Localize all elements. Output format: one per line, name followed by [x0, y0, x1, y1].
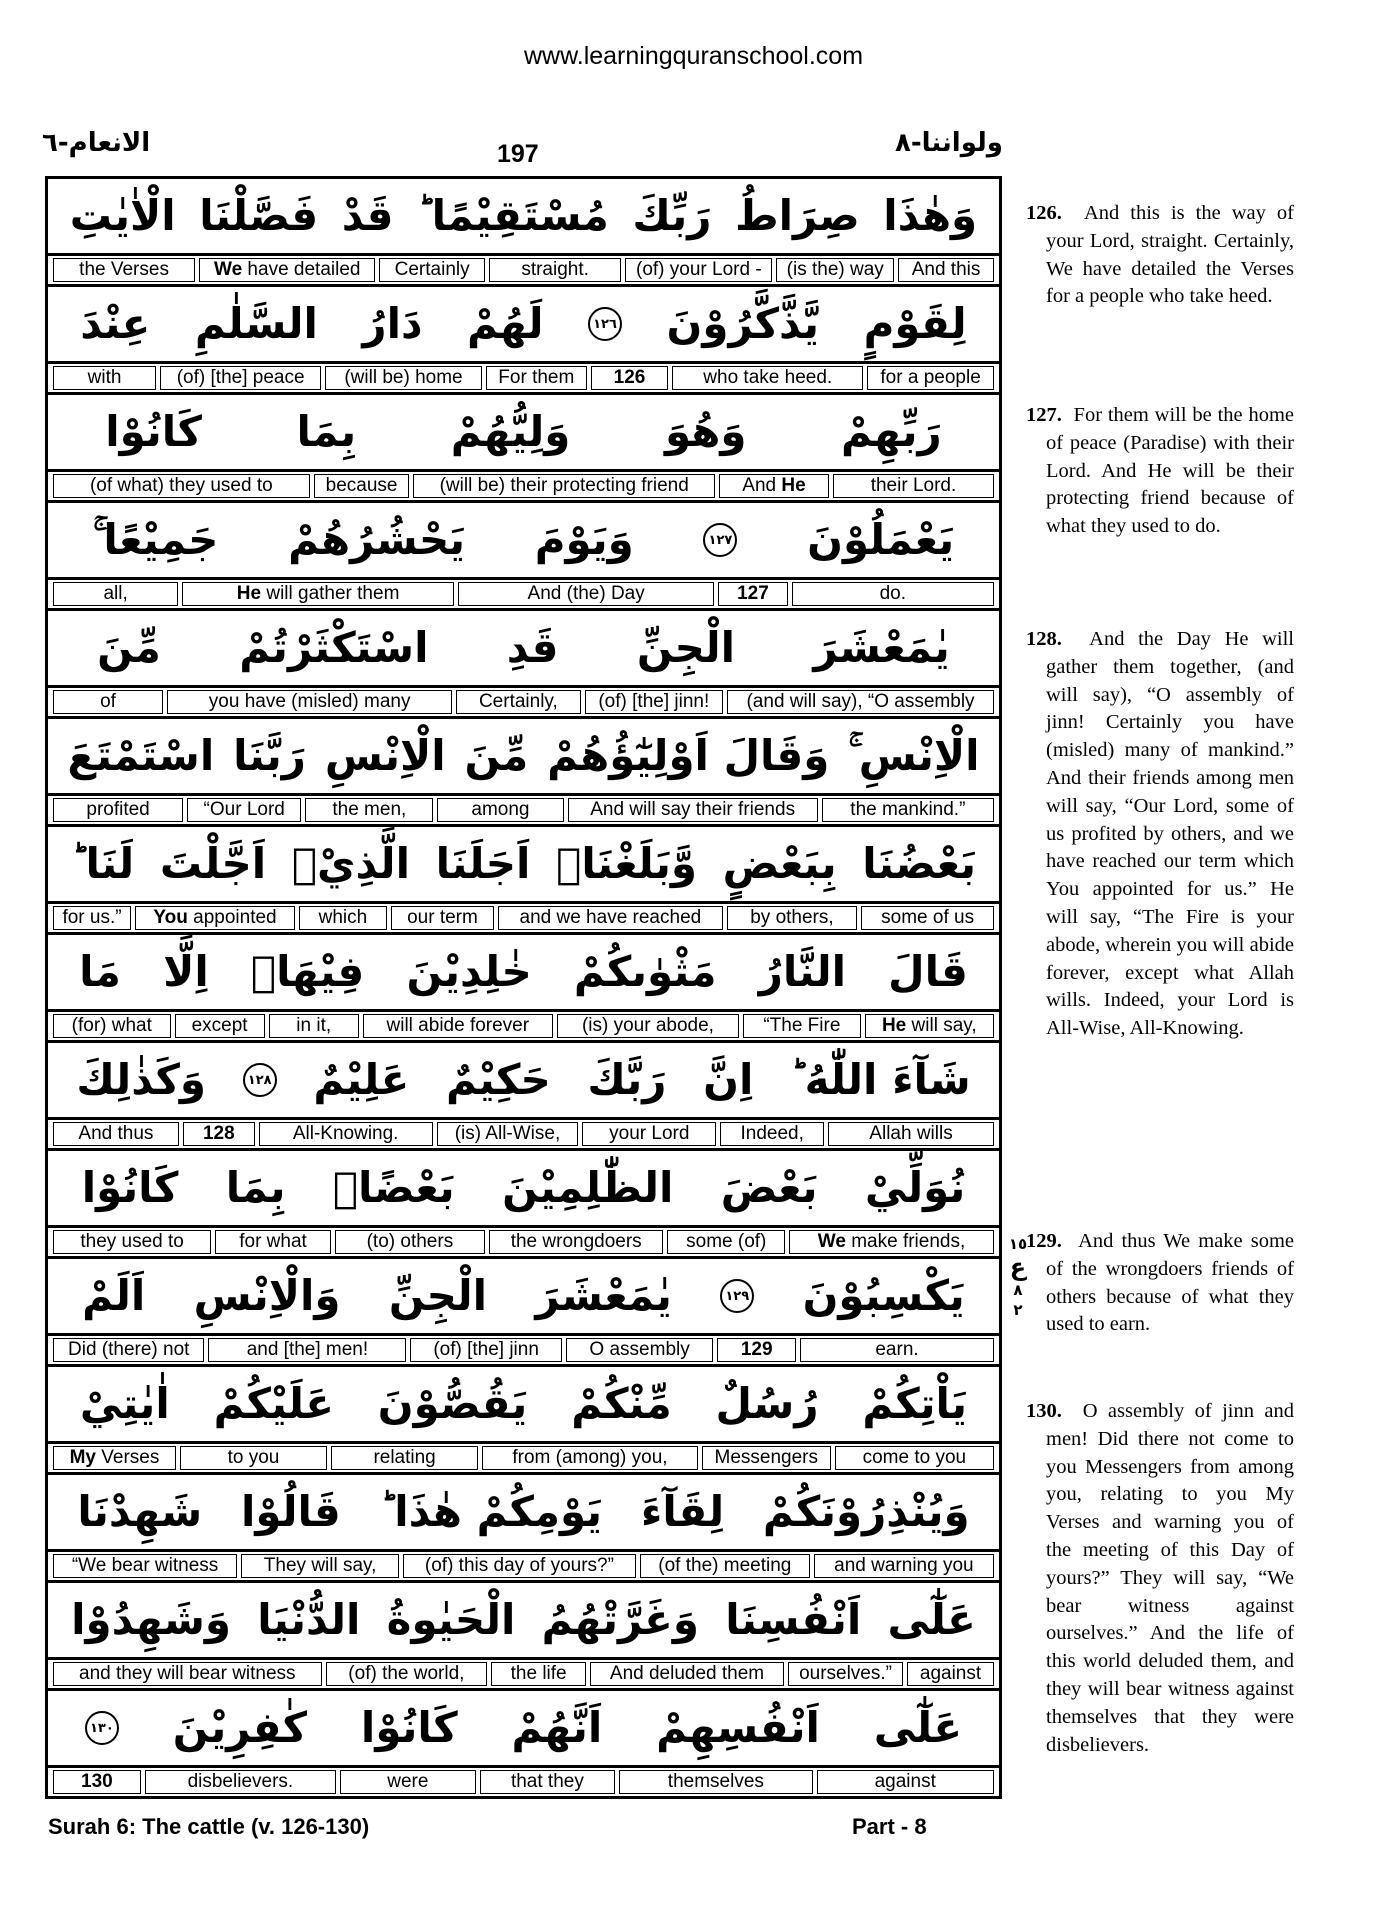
- arabic-row: [48, 1367, 999, 1444]
- arabic-word: قَالَ: [888, 947, 968, 996]
- verse-number-cell: 127: [718, 582, 787, 606]
- gloss-cell: because: [314, 474, 410, 498]
- gloss-cell: all,: [53, 582, 178, 606]
- gloss-cell: All-Knowing.: [259, 1122, 433, 1146]
- gloss-cell: who take heed.: [672, 366, 863, 390]
- verse-text: For them will be the home of peace (Paradise) with their Lord. And He will be their protecting friend because of what they used to do.: [1046, 404, 1295, 538]
- verse-translation-127: [1026, 402, 1294, 541]
- arabic-word: كٰفِرِيْنَ: [172, 1703, 308, 1752]
- arabic-word: بِمَا: [225, 1163, 286, 1212]
- arabic-word: اِنَّ: [703, 1055, 754, 1104]
- gloss-cell: We make friends,: [789, 1230, 994, 1254]
- arabic-row: [48, 1043, 999, 1120]
- gloss-cell: some (of): [667, 1230, 785, 1254]
- english-gloss-row: [48, 1768, 999, 1796]
- arabic-word: كَانُوْا: [81, 1163, 179, 1212]
- gloss-cell: were: [340, 1770, 476, 1794]
- arabic-word: بِبَعْضٍ: [722, 839, 837, 888]
- arabic-word: دَارُ: [362, 299, 423, 348]
- gloss-cell: And He: [719, 474, 829, 498]
- arabic-word: وَلِيُّهُمْ: [450, 407, 571, 456]
- english-gloss-row: [48, 1336, 999, 1367]
- arabic-word: بِمَا: [296, 407, 357, 456]
- arabic-word: يٰمَعْشَرَ: [535, 1271, 672, 1320]
- verse-translation-128: [1026, 626, 1294, 1043]
- arabic-word: النَّارُ: [758, 947, 846, 996]
- gloss-cell: (of) [the] peace: [160, 366, 321, 390]
- arabic-word: وَيُنْذِرُوْنَكُمْ: [762, 1487, 970, 1536]
- ruku-symbol-icon: ع: [1009, 1253, 1027, 1281]
- gloss-cell: (to) others: [335, 1230, 485, 1254]
- gloss-cell: profited: [53, 798, 183, 822]
- arabic-word: كَانُوْا: [105, 407, 202, 456]
- verse-number: 129.: [1026, 1230, 1062, 1252]
- gloss-cell: He will say,: [865, 1014, 994, 1038]
- english-gloss-row: [48, 580, 999, 611]
- gloss-cell: and they will bear witness: [53, 1662, 322, 1686]
- gloss-cell: “We bear witness: [53, 1554, 237, 1578]
- gloss-cell: (of) your Lord -: [625, 258, 772, 282]
- gloss-cell: They will say,: [241, 1554, 399, 1578]
- arabic-row: [48, 179, 999, 256]
- surah-info: Surah 6: The cattle (v. 126-130): [48, 1814, 370, 1839]
- arabic-word: فِيْهَاۤ: [250, 947, 365, 996]
- arabic-row: [48, 287, 999, 364]
- gloss-cell: the life: [491, 1662, 586, 1686]
- arabic-word: الْحَيٰوةُ: [386, 1595, 516, 1644]
- gloss-cell: (of) the world,: [326, 1662, 488, 1686]
- gloss-cell: against: [907, 1662, 994, 1686]
- gloss-cell: they used to: [53, 1230, 211, 1254]
- ayah-end-marker-icon: ١٢٦: [588, 307, 622, 341]
- gloss-cell: and [the] men!: [208, 1338, 406, 1362]
- gloss-cell: (of what) they used to: [53, 474, 310, 498]
- gloss-cell: We have detailed: [199, 258, 375, 282]
- arabic-word: لَنَا ؕ: [70, 839, 135, 888]
- ruku-number-middle: ٨: [1013, 1281, 1023, 1299]
- arabic-word: اسْتَكْثَرْتُمْ: [239, 623, 429, 672]
- arabic-row: [48, 1151, 999, 1228]
- arabic-word: يَقُصُّوْنَ: [377, 1379, 528, 1428]
- gloss-cell: (of) [the] jinn: [410, 1338, 561, 1362]
- gloss-cell: (will be) home: [325, 366, 482, 390]
- arabic-word: رُسُلٌ: [715, 1379, 819, 1428]
- arabic-word: يَّذَّكَّرُوْنَ: [666, 299, 820, 348]
- english-gloss-row: [48, 1552, 999, 1583]
- arabic-word: حَكِيْمٌ: [445, 1055, 551, 1104]
- gloss-cell: from (among) you,: [482, 1446, 698, 1470]
- arabic-word: الْاِنْسِ: [324, 731, 446, 780]
- gloss-cell: to you: [180, 1446, 327, 1470]
- verse-translation-130: [1026, 1398, 1294, 1759]
- arabic-word: خٰلِدِيْنَ: [406, 947, 532, 996]
- arabic-word: رَبَّنَا: [233, 731, 306, 780]
- arabic-row: [48, 719, 999, 796]
- english-gloss-row: [48, 256, 999, 287]
- arabic-word: مَا: [79, 947, 121, 996]
- english-gloss-row: [48, 1444, 999, 1475]
- arabic-word: عَلِيْمٌ: [313, 1055, 410, 1104]
- gloss-cell: among: [437, 798, 563, 822]
- arabic-word: جَمِيْعًا ۚ: [92, 515, 219, 564]
- verse-number: 127.: [1026, 404, 1062, 426]
- arabic-word: اَنَّهُمْ: [511, 1703, 603, 1752]
- verse-text: O assembly of jinn and men! Did there not come to you Messengers from among you, relating to you My Verses and warning you of the meeting of this Day of yours?” They will say, “We bear witness against ourselves.” And the life of this world deluded them, and they will bear witness against themselves that they were disbelievers.: [1046, 1400, 1295, 1756]
- gloss-cell: will abide forever: [363, 1014, 553, 1038]
- arabic-word: اَجَّلْتَ: [159, 839, 267, 888]
- english-gloss-row: [48, 1660, 999, 1691]
- english-gloss-row: [48, 796, 999, 827]
- english-gloss-row: [48, 472, 999, 503]
- arabic-word: الظّٰلِمِيْنَ: [502, 1163, 674, 1212]
- arabic-row: [48, 1583, 999, 1660]
- arabic-word: بَعْضَ: [720, 1163, 818, 1212]
- gloss-cell: the men,: [305, 798, 433, 822]
- gloss-cell: Did (there) not: [53, 1338, 204, 1362]
- ayah-end-marker-icon: ١٢٨: [243, 1063, 277, 1097]
- arabic-word: فَصَّلْنَا: [199, 191, 319, 240]
- verse-number-cell: 129: [717, 1338, 796, 1362]
- arabic-word: مَثْوٰىكُمْ: [573, 947, 717, 996]
- gloss-cell: (of) this day of yours?”: [403, 1554, 636, 1578]
- arabic-word: اَلَمْ: [82, 1271, 146, 1320]
- arabic-word: الَّذِيْۤ: [291, 839, 410, 888]
- gloss-cell: the wrongdoers: [489, 1230, 663, 1254]
- gloss-cell: you have (misled) many: [167, 690, 452, 714]
- arabic-row: [48, 1475, 999, 1552]
- arabic-word: عَلٰٓى: [873, 1703, 963, 1752]
- verse-number: 126.: [1026, 202, 1062, 224]
- gloss-cell: for a people: [867, 366, 994, 390]
- gloss-cell: (of the) meeting: [640, 1554, 810, 1578]
- gloss-cell: and warning you: [814, 1554, 994, 1578]
- arabic-word: يَعْمَلُوْنَ: [807, 515, 955, 564]
- arabic-word: قَدْ: [341, 191, 394, 240]
- arabic-word: السَّلٰمِ: [194, 299, 318, 348]
- verse-number-cell: 126: [591, 366, 668, 390]
- arabic-word: عِنْدَ: [80, 299, 151, 348]
- ruku-number-top: ١٥: [1008, 1235, 1028, 1253]
- gloss-cell: (is) All-Wise,: [437, 1122, 579, 1146]
- arabic-word: اَنْفُسِنَا: [725, 1595, 862, 1644]
- arabic-word: وَهُوَ: [664, 407, 747, 456]
- gloss-cell: relating: [331, 1446, 478, 1470]
- arabic-row: [48, 611, 999, 688]
- arabic-word: بَعْضًاۢ: [332, 1163, 455, 1212]
- gloss-cell: themselves: [619, 1770, 812, 1794]
- gloss-cell: some of us: [861, 906, 994, 930]
- arabic-word: قَدِ: [506, 623, 559, 672]
- arabic-word: مِّنْكُمْ: [571, 1379, 672, 1428]
- verse-translation-129: [1026, 1228, 1294, 1339]
- gloss-cell: He will gather them: [182, 582, 454, 606]
- arabic-word: لَهُمْ: [467, 299, 544, 348]
- english-gloss-row: [48, 1012, 999, 1043]
- gloss-cell: “Our Lord: [187, 798, 301, 822]
- gloss-cell: disbelievers.: [145, 1770, 336, 1794]
- arabic-word: عَلٰٓى: [887, 1595, 976, 1644]
- gloss-cell: You appointed: [135, 906, 295, 930]
- arabic-word: مِّنَ: [97, 623, 161, 672]
- word-by-word-table: [45, 176, 1002, 1799]
- gloss-cell: our term: [391, 906, 494, 930]
- gloss-cell: come to you: [835, 1446, 994, 1470]
- arabic-word: الْاٰيٰتِ: [69, 191, 176, 240]
- gloss-cell: the Verses: [53, 258, 195, 282]
- arabic-row: [48, 1259, 999, 1336]
- gloss-cell: which: [299, 906, 387, 930]
- gloss-cell: O assembly: [566, 1338, 713, 1362]
- arabic-word: لِقَوْمٍ: [863, 299, 967, 348]
- arabic-word: بَعْضُنَا: [862, 839, 977, 888]
- arabic-word: كَانُوْا: [360, 1703, 458, 1752]
- arabic-word: مِّنَ: [464, 731, 529, 780]
- part-info: Part - 8: [852, 1814, 927, 1839]
- gloss-cell: for what: [215, 1230, 331, 1254]
- arabic-row: [48, 935, 999, 1012]
- arabic-word: يٰمَعْشَرَ: [813, 623, 950, 672]
- arabic-word: وَيَوْمَ: [534, 515, 634, 564]
- gloss-cell: (is) your abode,: [557, 1014, 739, 1038]
- ayah-end-marker-icon: ١٢٩: [720, 1279, 754, 1313]
- verse-text: And this is the way of your Lord, straight. Certainly, We have detailed the Verses for a people who take heed.: [1046, 202, 1295, 308]
- verse-number-cell: 130: [53, 1770, 141, 1794]
- arabic-word: اَنْفُسِهِمْ: [656, 1703, 820, 1752]
- gloss-cell: against: [817, 1770, 994, 1794]
- part-label-arabic: ولواننا-٨: [895, 128, 1003, 158]
- gloss-cell: for us.”: [53, 906, 131, 930]
- arabic-word: وَقَالَ اَوْلِيٰٓؤُهُمْ: [547, 731, 830, 780]
- arabic-word: يَحْشُرُهُمْ: [288, 515, 466, 564]
- verse-number: 130.: [1026, 1400, 1062, 1422]
- arabic-word: وَغَرَّتْهُمُ: [541, 1595, 699, 1644]
- gloss-cell: Certainly: [379, 258, 485, 282]
- gloss-cell: (of) [the] jinn!: [585, 690, 724, 714]
- arabic-word: اٰيٰتِيْ: [79, 1379, 170, 1428]
- site-url[interactable]: www.learningquranschool.com: [523, 42, 864, 70]
- verse-translation-126: [1026, 200, 1294, 311]
- gloss-cell: (will be) their protecting friend: [413, 474, 714, 498]
- arabic-word: شَآءَ اللّٰهُ ؕ: [790, 1055, 971, 1104]
- gloss-cell: Messengers: [702, 1446, 831, 1470]
- ruku-number-bottom: ٢: [1013, 1301, 1023, 1319]
- verse-text: And the Day He will gather them together, (and will say), “O assembly of jinn! Certainly you have (misled) many of mankind.” And their friends among men will say, “Our Lord, some of us profited by others, and we have reached our term which You appointed for us.” He will say, “The Fire is your abode, wherein you will abide forever, except what Allah wills. Indeed, your Lord is All-Wise, All-Knowing.: [1046, 628, 1295, 1040]
- verse-number: 128.: [1026, 628, 1062, 650]
- ayah-end-marker-icon: ١٢٧: [703, 523, 737, 557]
- gloss-cell: their Lord.: [833, 474, 994, 498]
- arabic-word: يَوْمِكُمْ هٰذَا ؕ: [379, 1487, 603, 1536]
- arabic-word: نُوَلِّيْ: [864, 1163, 966, 1212]
- gloss-cell: by others,: [727, 906, 858, 930]
- arabic-word: الدُّنْيَا: [257, 1595, 361, 1644]
- arabic-row: [48, 827, 999, 904]
- english-gloss-row: [48, 904, 999, 935]
- arabic-word: اَجَلَنَا: [435, 839, 531, 888]
- arabic-row: [48, 1691, 999, 1768]
- arabic-word: صِرَاطُ: [735, 191, 860, 240]
- gloss-cell: And (the) Day: [458, 582, 714, 606]
- arabic-word: الْاِنْسِ ۚ: [848, 731, 980, 780]
- page-number: 197: [497, 140, 539, 168]
- gloss-cell: Certainly,: [456, 690, 580, 714]
- arabic-word: وَكَذٰلِكَ: [76, 1055, 206, 1104]
- gloss-cell: and we have reached: [498, 906, 722, 930]
- arabic-word: رَبِّكَ: [632, 191, 712, 240]
- arabic-word: الْجِنِّ: [388, 1271, 488, 1320]
- arabic-word: اِلَّا: [163, 947, 209, 996]
- arabic-word: وَشَهِدُوْا: [71, 1595, 232, 1644]
- arabic-word: اسْتَمْتَعَ: [67, 731, 215, 780]
- surah-label-arabic: الانعام-٦: [42, 128, 151, 158]
- arabic-word: رَبِّهِمْ: [841, 407, 942, 456]
- gloss-cell: earn.: [800, 1338, 994, 1362]
- gloss-cell: My Verses: [53, 1446, 176, 1470]
- ruku-marker: [1007, 1234, 1029, 1320]
- arabic-word: يَاْتِكُمْ: [862, 1379, 968, 1428]
- english-gloss-row: [48, 1120, 999, 1151]
- english-gloss-row: [48, 1228, 999, 1259]
- gloss-cell: And thus: [53, 1122, 179, 1146]
- arabic-word: رَبَّكَ: [587, 1055, 667, 1104]
- gloss-cell: ourselves.”: [788, 1662, 903, 1686]
- gloss-cell: straight.: [489, 258, 621, 282]
- arabic-word: وَّبَلَغْنَاۤ: [556, 839, 697, 888]
- gloss-cell: the mankind.”: [822, 798, 994, 822]
- gloss-cell: (and will say), “O assembly: [727, 690, 994, 714]
- gloss-cell: (for) what: [53, 1014, 171, 1038]
- gloss-cell: “The Fire: [743, 1014, 861, 1038]
- gloss-cell: Indeed,: [720, 1122, 824, 1146]
- arabic-row: [48, 395, 999, 472]
- verse-text: And thus We make some of the wrongdoers friends of others because of what they used to earn.: [1046, 1230, 1294, 1336]
- gloss-cell: in it,: [269, 1014, 359, 1038]
- gloss-cell: And deluded them: [590, 1662, 784, 1686]
- verse-number-cell: 128: [183, 1122, 255, 1146]
- gloss-cell: (is the) way: [776, 258, 894, 282]
- gloss-cell: with: [53, 366, 156, 390]
- gloss-cell: For them: [486, 366, 587, 390]
- gloss-cell: Allah wills: [828, 1122, 994, 1146]
- arabic-word: قَالُوْا: [241, 1487, 341, 1536]
- arabic-word: الْجِنِّ: [636, 623, 736, 672]
- arabic-word: وَالْاِنْسِ: [193, 1271, 341, 1320]
- arabic-word: مُسْتَقِيْمًا ؕ: [417, 191, 609, 240]
- arabic-word: شَهِدْنَا: [77, 1487, 203, 1536]
- gloss-cell: except: [175, 1014, 265, 1038]
- arabic-word: وَهٰذَا: [883, 191, 978, 240]
- gloss-cell: that they: [480, 1770, 616, 1794]
- arabic-row: [48, 503, 999, 580]
- gloss-cell: of: [53, 690, 163, 714]
- gloss-cell: And this: [898, 258, 994, 282]
- arabic-word: لِقَآءَ: [640, 1487, 725, 1536]
- gloss-cell: your Lord: [582, 1122, 716, 1146]
- arabic-word: عَلَيْكُمْ: [213, 1379, 334, 1428]
- gloss-cell: And will say their friends: [568, 798, 818, 822]
- gloss-cell: do.: [792, 582, 994, 606]
- english-gloss-row: [48, 364, 999, 395]
- arabic-word: يَكْسِبُوْنَ: [802, 1271, 965, 1320]
- ayah-end-marker-icon: ١٣٠: [85, 1711, 119, 1745]
- english-gloss-row: [48, 688, 999, 719]
